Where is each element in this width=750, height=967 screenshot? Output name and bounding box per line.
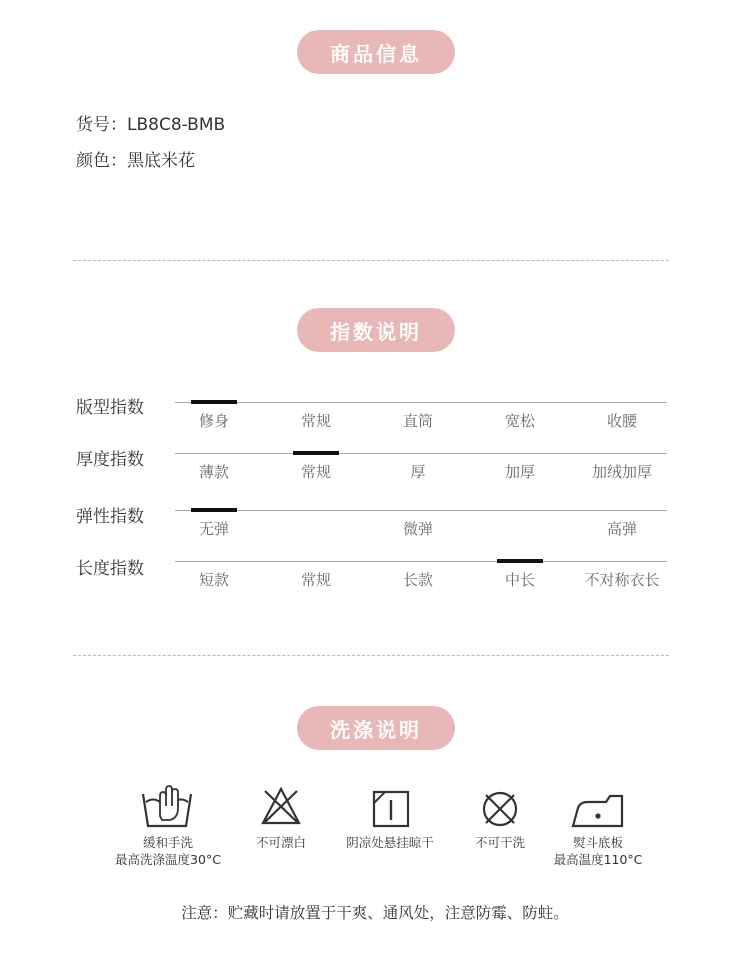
section-title-wash: 洗涤说明: [297, 706, 455, 750]
index-option: 常规: [300, 412, 331, 430]
index-selected-marker: [293, 451, 339, 455]
index-label: 版型指数: [76, 398, 144, 418]
index-selected-marker: [191, 400, 237, 404]
index-option: 薄款: [198, 463, 229, 481]
index-option: 不对称衣长: [584, 571, 660, 589]
wash-instruction-title: 熨斗底板: [572, 835, 623, 850]
wash-instruction-title: 缓和手洗: [142, 835, 193, 850]
index-option: 加绒加厚: [591, 463, 652, 481]
divider: [73, 260, 669, 261]
index-option: 短款: [198, 571, 229, 589]
index-option: 中长: [504, 571, 535, 589]
index-label: 长度指数: [76, 559, 144, 579]
wash-instruction-detail: 最高洗涤温度30°C: [115, 852, 221, 867]
index-scale-line: [175, 510, 667, 511]
index-label: 弹性指数: [76, 507, 144, 527]
index-option: 长款: [402, 571, 433, 589]
index-option: 修身: [198, 412, 229, 430]
index-scale-line: [175, 453, 667, 454]
sku-line: 货号：LB8C8-BMB: [76, 115, 226, 135]
wash-instruction-title: 不可漂白: [255, 835, 306, 850]
index-option: 常规: [300, 571, 331, 589]
divider: [73, 655, 669, 656]
index-selected-marker: [191, 508, 237, 512]
index-option: 宽松: [504, 412, 535, 430]
wash-instruction: [523, 834, 673, 868]
wash-instruction-detail: 最高温度110°C: [553, 852, 643, 867]
index-option: 微弹: [402, 520, 433, 538]
no-dry-clean-icon: [481, 790, 519, 828]
wash-instruction-title: 不可干洗: [474, 835, 525, 850]
iron-icon: [570, 790, 626, 830]
index-label: 厚度指数: [76, 450, 144, 470]
section-title-index: 指数说明: [297, 308, 455, 352]
no-bleach-icon: [260, 786, 302, 826]
index-option: 高弹: [606, 520, 637, 538]
storage-note: 注意：贮藏时请放置于干爽、通风处，注意防霉、防蛀。: [181, 904, 569, 922]
index-option: 收腰: [606, 412, 637, 430]
wash-instruction-title: 阴凉处悬挂晾干: [346, 835, 434, 850]
index-option: 厚: [410, 463, 426, 481]
section-title-product-info: 商品信息: [297, 30, 455, 74]
index-scale-line: [175, 402, 667, 403]
index-option: 常规: [300, 463, 331, 481]
index-scale-line: [175, 561, 667, 562]
index-option: 直筒: [402, 412, 433, 430]
index-option: 无弹: [198, 520, 229, 538]
hand-wash-icon: [140, 782, 194, 830]
index-option: 加厚: [504, 463, 535, 481]
color-line: 颜色：黑底米花: [76, 151, 195, 171]
line-dry-shade-icon: [372, 790, 410, 828]
index-selected-marker: [497, 559, 543, 563]
